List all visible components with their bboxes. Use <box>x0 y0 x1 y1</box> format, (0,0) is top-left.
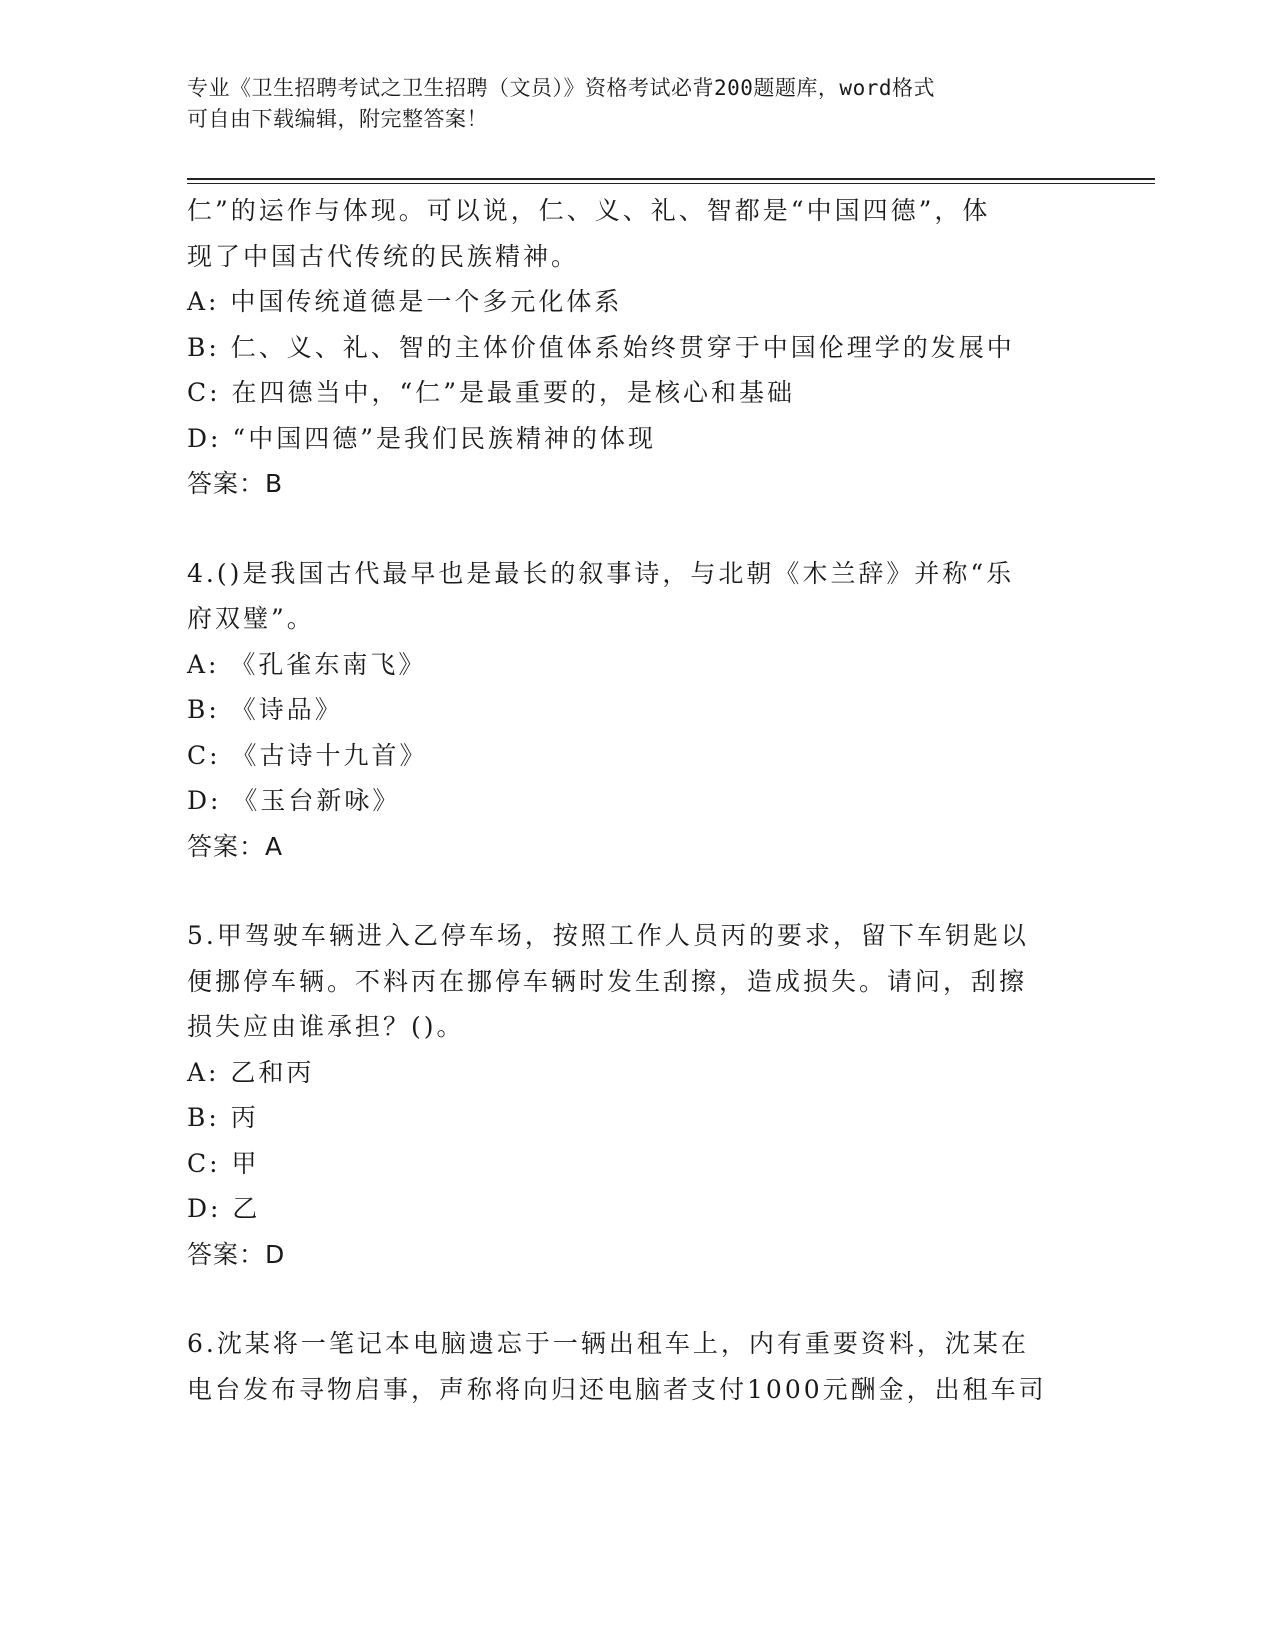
question-4 <box>187 551 1097 870</box>
option-a: A: 乙和丙 <box>187 1057 315 1087</box>
question-6 <box>187 1321 1097 1412</box>
option-d: D: 《玉台新咏》 <box>187 786 401 815</box>
option-c: C: 甲 <box>187 1148 260 1178</box>
option-b: B: 《诗品》 <box>187 695 343 724</box>
question-stem-line: 5.甲驾驶车辆进入乙停车场，按照工作人员丙的要求，留下车钥匙以 <box>187 921 1029 950</box>
question-stem-line: 电台发布寻物启事，声称将向归还电脑者支付1000元酬金，出租车司 <box>187 1374 1047 1404</box>
question-stem-line: 便挪停车辆。不料丙在挪停车辆时发生刮擦，造成损失。请问，刮擦 <box>187 966 1028 996</box>
header-divider-thick <box>187 178 1155 180</box>
header-divider-thin <box>187 183 1155 184</box>
question-list <box>187 188 1097 1412</box>
question-stem-line: 6.沈某将一笔记本电脑遗忘于一辆出租车上，内有重要资料，沈某在 <box>187 1329 1029 1358</box>
question-3 <box>187 188 1097 507</box>
option-a: A: 中国传统道德是一个多元化体系 <box>187 287 623 316</box>
option-d: D: “中国四德”是我们民族精神的体现 <box>187 423 656 453</box>
question-stem-line: 府双璧”。 <box>187 604 315 633</box>
option-d: D: 乙 <box>187 1194 261 1223</box>
document-header <box>187 73 1087 135</box>
question-stem-line: 仁”的运作与体现。可以说，仁、义、礼、智都是“中国四德”，体 <box>187 196 991 225</box>
question-spacer <box>187 869 1097 913</box>
question-spacer <box>187 1277 1097 1321</box>
answer-line: 答案：B <box>187 469 284 498</box>
option-b: B: 丙 <box>187 1103 259 1132</box>
option-b: B: 仁、义、礼、智的主体价值体系始终贯穿于中国伦理学的发展中 <box>187 332 1015 362</box>
answer-line: 答案：D <box>187 1239 286 1269</box>
header-line-1: 专业《卫生招聘考试之卫生招聘（文员）》资格考试必背200题题库，word格式 <box>187 76 935 100</box>
question-stem-line: 现了中国古代传统的民族精神。 <box>187 241 580 271</box>
option-c: C: 《古诗十九首》 <box>187 740 428 770</box>
question-spacer <box>187 507 1097 551</box>
header-line-2: 可自由下载编辑，附完整答案！ <box>187 107 488 131</box>
option-a: A: 《孔雀东南飞》 <box>187 649 427 679</box>
option-c: C: 在四德当中，“仁”是最重要的，是核心和基础 <box>187 378 796 407</box>
question-stem-line: 损失应由谁承担？()。 <box>187 1012 465 1041</box>
question-stem-line: 4.()是我国古代最早也是最长的叙事诗，与北朝《木兰辞》并称“乐 <box>187 558 1015 588</box>
answer-line: 答案：A <box>187 831 284 861</box>
question-5 <box>187 913 1097 1277</box>
